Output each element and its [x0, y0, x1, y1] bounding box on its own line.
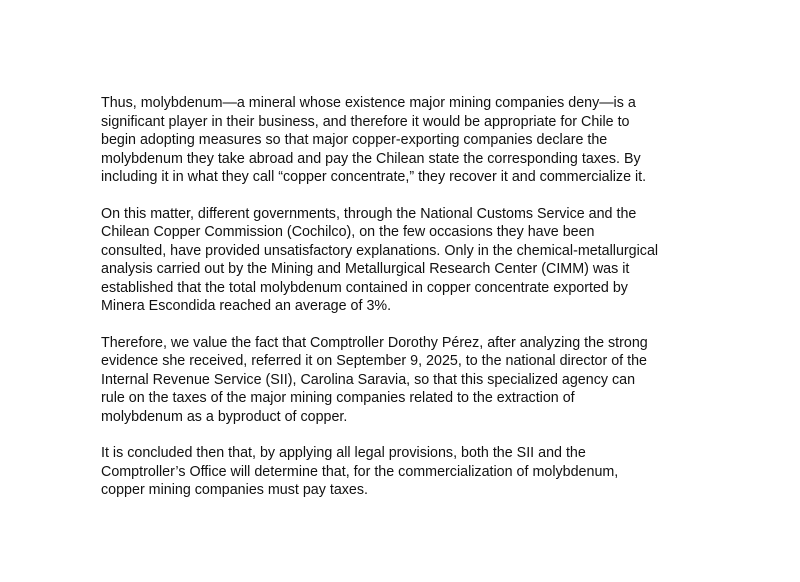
- paragraph-line: established that the total molybdenum contained in copper concentrate exported by: [101, 279, 628, 296]
- paragraph-line: significant player in their business, and therefore it would be appropriate for Chile to: [101, 113, 630, 130]
- paragraph-line: molybdenum they take abroad and pay the Chilean state the corresponding taxes. By: [101, 150, 641, 167]
- paragraph-line: molybdenum as a byproduct of copper.: [101, 408, 348, 425]
- paragraph-line: copper mining companies must pay taxes.: [101, 482, 369, 498]
- paragraph-line: including it in what they call “copper concentrate,” they recover it and commercialize it.: [101, 169, 647, 185]
- paragraph-2: [101, 205, 711, 316]
- paragraph-line: Chilean Copper Commission (Cochilco), on the few occasions they have been: [101, 224, 595, 240]
- paragraph-line: Minera Escondida reached an average of 3%.: [101, 298, 392, 314]
- paragraph-line: On this matter, different governments, through the National Customs Service and the: [101, 205, 637, 222]
- paragraph-4: [101, 444, 711, 500]
- paragraph-line: evidence she received, referred it on September 9, 2025, to the national director of the: [101, 353, 647, 369]
- paragraph-1: [101, 94, 711, 187]
- paragraph-3: [101, 334, 711, 427]
- paragraph-line: It is concluded then that, by applying all legal provisions, both the SII and the: [101, 445, 586, 461]
- paragraph-line: rule on the taxes of the major mining companies related to the extraction of: [101, 390, 575, 406]
- paragraph-line: Thus, molybdenum—a mineral whose existence major mining companies deny—is a: [101, 95, 636, 111]
- paragraph-line: analysis carried out by the Mining and Metallurgical Research Center (CIMM) was it: [101, 261, 630, 277]
- paragraph-line: consulted, have provided unsatisfactory explanations. Only in the chemical-metallurgical: [101, 242, 659, 259]
- paragraph-line: Therefore, we value the fact that Comptroller Dorothy Pérez, after analyzing the strong: [101, 334, 648, 351]
- document-body: [101, 94, 711, 518]
- paragraph-line: Internal Revenue Service (SII), Carolina Saravia, so that this specialized agency can: [101, 371, 636, 388]
- paragraph-line: Comptroller’s Office will determine that, for the commercialization of molybdenum,: [101, 463, 619, 480]
- paragraph-line: begin adopting measures so that major copper-exporting companies declare the: [101, 132, 608, 148]
